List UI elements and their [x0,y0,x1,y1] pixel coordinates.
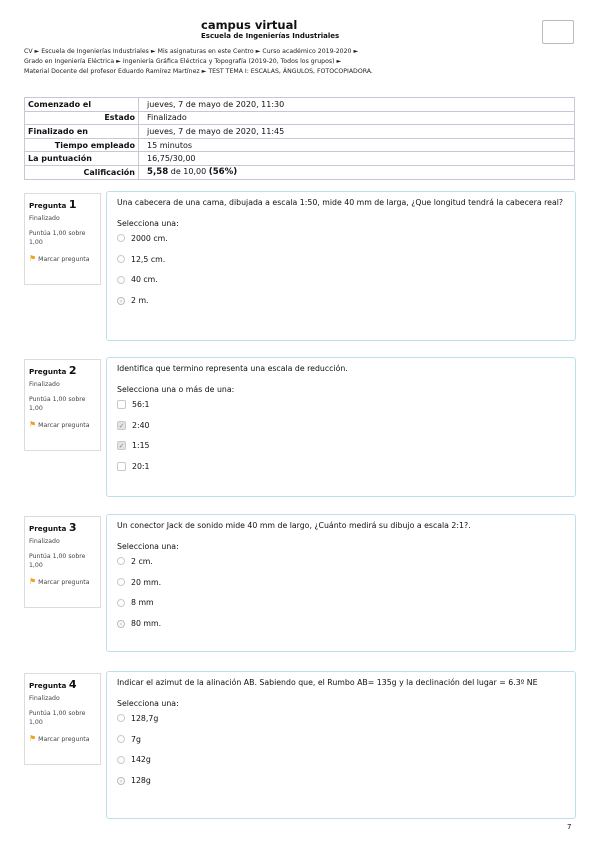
option-label: 2000 cm. [131,233,168,243]
summary-label: La puntuación [25,152,139,166]
answer-option[interactable] [117,415,565,436]
question-num: 4 [68,678,77,691]
question-num: 2 [68,364,77,377]
answer-option[interactable] [117,708,565,729]
question-info-1 [24,193,101,285]
question-content-1 [106,191,576,341]
page-number: 7 [567,823,572,831]
question-label: Pregunta [29,524,67,533]
summary-row [25,138,575,152]
radio-button[interactable] [117,714,125,722]
checkbox-checked[interactable]: ✓ [118,442,125,451]
header-box[interactable] [542,20,574,44]
question-state: Finalizado [29,381,60,388]
radio-button[interactable] [117,276,125,284]
summary-value: Finalizado [139,111,575,125]
option-label: 20 mm. [131,577,162,587]
question-label: Pregunta [29,367,67,376]
summary-label: Comenzado el [25,98,139,112]
answer-option[interactable] [117,270,565,291]
summary-label: Calificación [25,165,139,179]
header-title: campus virtual [201,18,298,32]
summary-row [25,98,575,112]
question-state: Finalizado [29,215,60,222]
question-state: Finalizado [29,538,60,545]
summary-value: jueves, 7 de mayo de 2020, 11:45 [139,125,575,139]
checkbox-checked[interactable]: ✓ [118,421,125,430]
checkbox[interactable] [117,400,126,409]
flag-question-link[interactable] [29,420,96,430]
summary-row [25,152,575,166]
question-text: Indicar el azimut de la alinación AB. Sabiendo que, el Rumbo AB= 135g y la declinación del lugar = 6.3º NE [117,678,538,687]
summary-value [139,165,575,179]
radio-button[interactable] [117,578,125,586]
question-label: Pregunta [29,201,67,210]
answer-option[interactable] [117,729,565,750]
summary-value: 15 minutos [139,138,575,152]
answer-option[interactable] [117,456,565,477]
answer-option[interactable] [117,572,565,593]
flag-icon: ⚑ [29,254,37,263]
option-label: 2 cm. [131,556,153,566]
checkbox[interactable] [117,462,126,471]
header-subtitle: Escuela de Ingenierías Industriales [201,32,340,40]
breadcrumb-line[interactable]: Material Docente del profesor Eduardo Ramírez Martínez ► TEST TEMA I: ESCALAS, ÁNGULOS, FOTOCOPIADORA. [24,68,373,76]
radio-button[interactable] [117,599,125,607]
radio-button-selected[interactable] [117,777,125,785]
question-grade: Puntúa 1,00 sobre 1,00 [29,553,86,569]
option-label: 8 mm [131,598,154,608]
option-label: 56:1 [132,399,150,409]
question-num: 1 [68,198,77,211]
question-info-3 [24,516,101,608]
flag-label: Marcar pregunta [38,422,90,429]
radio-button-selected[interactable] [117,297,125,305]
grade-percent: (56%) [208,167,238,178]
flag-icon: ⚑ [29,734,37,743]
answer-option[interactable] [117,750,565,771]
option-label: 12,5 cm. [131,254,166,264]
question-number [29,198,96,211]
question-number [29,364,96,377]
answer-option[interactable] [117,436,565,457]
flag-icon: ⚑ [29,420,37,429]
question-num: 3 [68,521,77,534]
flag-label: Marcar pregunta [38,579,90,586]
answer-option[interactable] [117,290,565,311]
flag-label: Marcar pregunta [38,256,90,263]
answer-prompt: Selecciona una: [117,699,179,708]
breadcrumb-line[interactable]: Grado en Ingeniería Eléctrica ► Ingeniería Gráfica Eléctrica y Topografía (2019-20, Todos los grupos) ► [24,58,342,66]
question-content-2 [106,357,576,497]
question-grade: Puntúa 1,00 sobre 1,00 [29,230,86,246]
question-text: Un conector Jack de sonido mide 40 mm de largo, ¿Cuánto medirá su dibujo a escala 2:1?. [117,521,471,530]
question-text: Una cabecera de una cama, dibujada a escala 1:50, mide 40 mm de larga, ¿Que longitud tendrá la cabecera real? [117,198,564,207]
breadcrumb-line[interactable]: CV ► Escuela de Ingenierías Industriales ► Mis asignaturas en este Centro ► Curso académico 2019-2020 ► [24,48,359,55]
summary-label: Estado [25,111,139,125]
question-content-4 [106,671,576,819]
radio-button[interactable] [117,735,125,743]
answer-option[interactable] [117,228,565,249]
answer-prompt: Selecciona una o más de una: [117,385,235,394]
radio-button[interactable] [117,234,125,242]
option-label: 2 m. [131,296,149,306]
question-number [29,521,96,534]
summary-label: Finalizado en [25,125,139,139]
attempt-summary-table [24,97,575,180]
summary-value: 16,75/30,00 [139,152,575,166]
option-label: 1:15 [132,441,150,451]
option-label: 7g [131,734,141,744]
answer-option[interactable] [117,613,565,634]
breadcrumb [24,47,564,78]
option-label: 128,7g [131,713,159,723]
answer-option[interactable] [117,394,565,415]
answer-prompt: Selecciona una: [117,542,179,551]
radio-button[interactable] [117,756,125,764]
question-info-4 [24,673,101,765]
question-grade: Puntúa 1,00 sobre 1,00 [29,710,86,726]
flag-label: Marcar pregunta [38,736,90,743]
flag-icon: ⚑ [29,577,37,586]
answer-prompt: Selecciona una: [117,219,179,228]
option-label: 142g [131,755,151,765]
flag-question-link[interactable] [29,734,96,744]
radio-button[interactable] [117,255,125,263]
radio-button[interactable] [117,557,125,565]
summary-value: jueves, 7 de mayo de 2020, 11:30 [139,98,575,112]
question-state: Finalizado [29,695,60,702]
answer-option[interactable] [117,249,565,270]
answer-option[interactable] [117,770,565,791]
question-label: Pregunta [29,681,67,690]
option-label: 80 mm. [131,619,162,629]
question-grade: Puntúa 1,00 sobre 1,00 [29,396,86,412]
question-text: Identifica que termino representa una escala de reducción. [117,364,348,373]
option-label: 20:1 [132,462,150,472]
flag-question-link[interactable] [29,254,96,264]
summary-label: Tiempo empleado [25,138,139,152]
summary-row [25,125,575,139]
answer-option[interactable] [117,551,565,572]
option-label: 2:40 [132,420,150,430]
summary-row [25,165,575,179]
grade-rest: de 10,00 [170,167,207,177]
summary-row [25,111,575,125]
option-label: 40 cm. [131,275,158,285]
flag-question-link[interactable] [29,577,96,587]
answer-option[interactable] [117,593,565,614]
question-content-3 [106,514,576,652]
grade-score: 5,58 [147,167,169,178]
question-number [29,678,96,691]
option-label: 128g [131,776,151,786]
radio-button-selected[interactable] [117,620,125,628]
question-info-2 [24,359,101,451]
